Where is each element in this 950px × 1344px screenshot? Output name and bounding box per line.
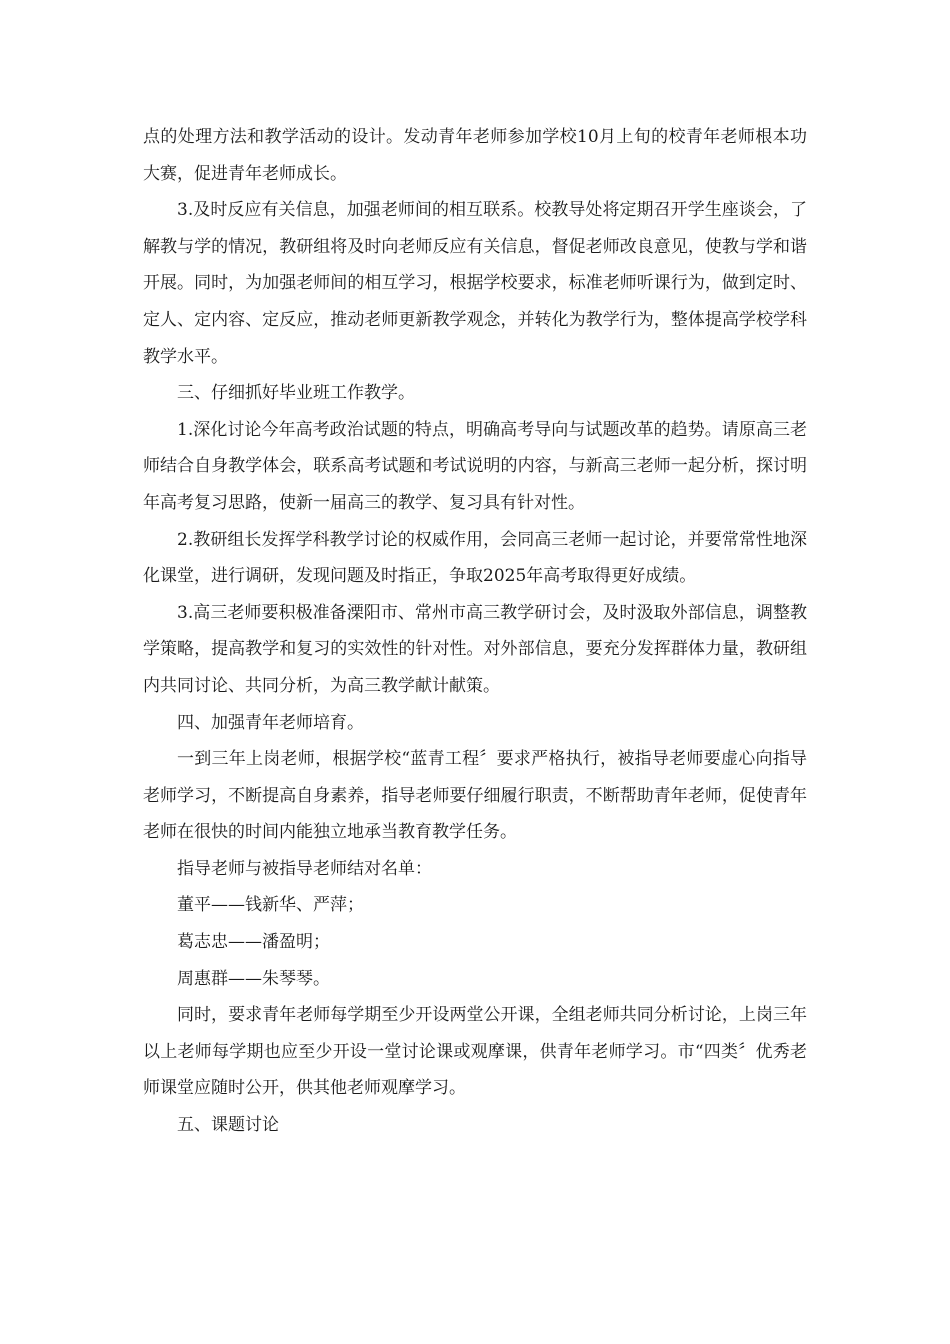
- pairing-list-title: 指导老师与被指导老师结对名单：: [177, 858, 432, 879]
- document-body: [143, 119, 807, 1144]
- pairing-item: 董平——钱新华、严萍；: [177, 895, 364, 916]
- pairing-item: 周惠群——朱琴琴。: [177, 968, 330, 989]
- paragraph: 一到三年上岗老师，根据学校“蓝青工程〞要求严格执行，被指导老师要虚心向指导老师学习，不断提高自身素养，指导老师要仔细履行职责，不断帮助青年老师，促使青年老师在很快的时间内能独立地承当教育教学任务。: [143, 749, 807, 843]
- paragraph: 3.高三老师要积极准备溧阳市、常州市高三教学研讨会，及时汲取外部信息，调整教学策略，提高教学和复习的实效性的针对性。对外部信息，要充分发挥群体力量，教研组内共同讨论、共同分析，为高三教学献计献策。: [143, 602, 807, 696]
- pairing-item: 葛志忠——潘盈明；: [177, 932, 330, 953]
- section-heading: 五、课题讨论: [177, 1115, 279, 1136]
- paragraph: 1.深化讨论今年高考政治试题的特点，明确高考导向与试题改革的趋势。请原高三老师结合自身教学体会，联系高考试题和考试说明的内容，与新高三老师一起分析，探讨明年高考复习思路，使新一届高三的教学、复习具有针对性。: [143, 419, 807, 513]
- paragraph: 同时，要求青年老师每学期至少开设两堂公开课，全组老师共同分析讨论，上岗三年以上老师每学期也应至少开设一堂讨论课或观摩课，供青年老师学习。市“四类〞优秀老师课堂应随时公开，供其他老师观摩学习。: [143, 1005, 807, 1099]
- section-heading: 三、仔细抓好毕业班工作教学。: [177, 383, 415, 404]
- paragraph: 3.及时反应有关信息，加强老师间的相互联系。校教导处将定期召开学生座谈会，了解教与学的情况，教研组将及时向老师反应有关信息，督促老师改良意见，使教与学和谐开展。同时，为加强老师间的相互学习，根据学校要求，标准老师听课行为，做到定时、定人、定内容、定反应，推动老师更新教学观念，并转化为教学行为，整体提高学校学科教学水平。: [143, 200, 807, 367]
- paragraph: 点的处理方法和教学活动的设计。发动青年老师参加学校10月上旬的校青年老师根本功大赛，促进青年老师成长。: [143, 127, 807, 184]
- paragraph: 2.教研组长发挥学科教学讨论的权威作用，会同高三老师一起讨论，并要常常性地深化课堂，进行调研，发现问题及时指正，争取2025年高考取得更好成绩。: [143, 529, 807, 587]
- section-heading: 四、加强青年老师培育。: [177, 712, 364, 733]
